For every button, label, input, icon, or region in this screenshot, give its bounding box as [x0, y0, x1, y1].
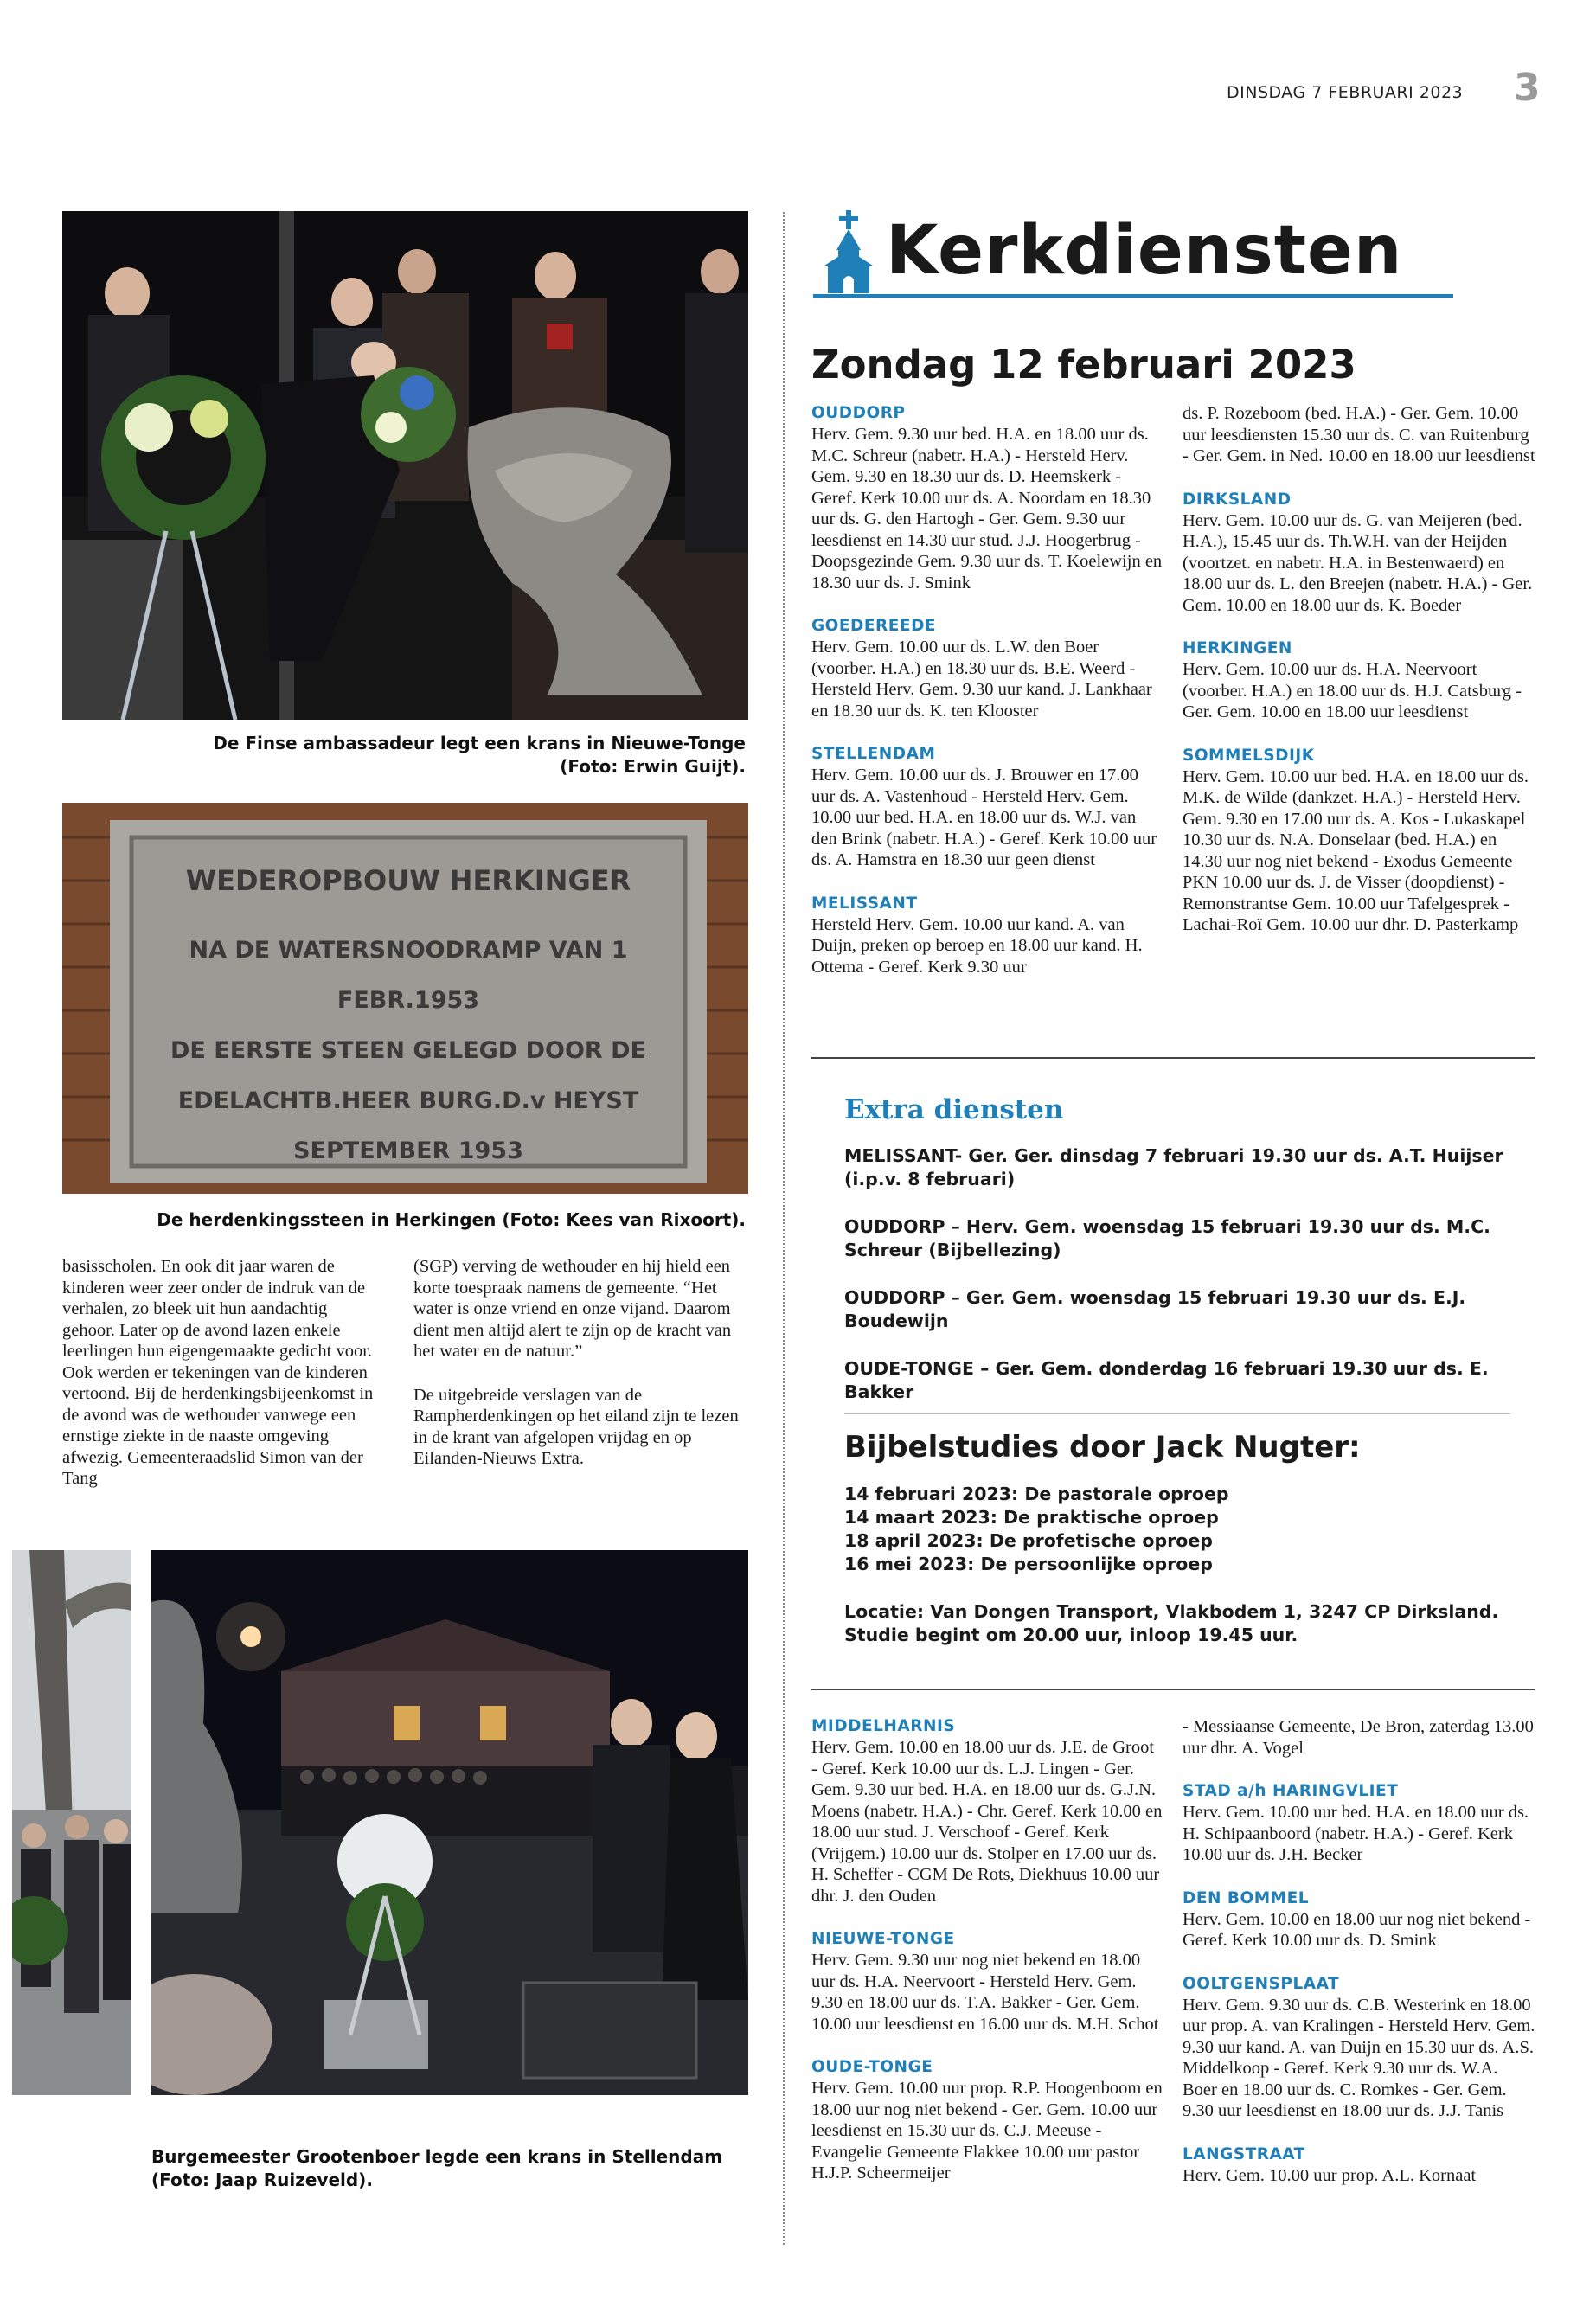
photo1-caption: De Finse ambassadeur legt een krans in Nieuwe-Tonge (Foto: Erwin Guijt). — [213, 733, 746, 777]
service-entry-continued: - Messiaanse Gemeente, De Bron, zaterdag 13.00 uur dhr. A. Vogel — [1183, 1717, 1534, 1758]
extra-item: MELISSANT- Ger. Ger. dinsdag 7 februari 19.30 uur ds. A.T. Huijser (i.p.v. 8 februari) — [844, 1145, 1503, 1189]
plaque-text — [131, 855, 685, 1176]
service-text: Herv. Gem. 10.00 uur ds. H.A. Neervoort (voorber. H.A.) en 18.00 uur ds. H.J. Catsburg - Ger. Gem. 10.00 en 18.00 uur leesdienst — [1183, 660, 1522, 721]
service-entry-ouddorp — [811, 403, 1164, 593]
bijbelstudies-location: Locatie: Van Dongen Transport, Vlakbodem 1, 3247 CP Dirksland. Studie begint om 20.00 uur, inloop 19.45 uur. — [844, 1601, 1499, 1645]
column-divider — [783, 212, 785, 2245]
service-text: Herv. Gem. 10.00 uur prop. A.L. Kornaat — [1183, 2165, 1477, 2185]
extra-diensten-title: Extra diensten — [844, 1094, 1064, 1125]
page-number: 3 — [1514, 66, 1541, 110]
service-text: Herv. Gem. 10.00 en 18.00 uur ds. J.E. de Groot - Geref. Kerk 10.00 uur ds. L.J. Lingen - Ger. Gem. 9.30 uur bed. H.A. en 18.00 uur ds. G.J.N. Moens (nabetr. H.A.) - Chr. Geref. Kerk 10.00 en 18.00 uur stud. J. Verschoof - Geref. Kerk (Vrijgem.) 10.00 uur ds. Stolper en 17.00 uur ds. H. Scheffer - CGM De Rots, Diekhuus 10.00 uur dhr. J. den Ouden — [811, 1738, 1163, 1906]
study-date: 14 februari 2023: De pastorale oproep — [844, 1484, 1229, 1504]
plaque-line-3: DE EERSTE STEEN GELEGD DOOR DE — [170, 1037, 646, 1064]
town-heading: DIRKSLAND — [1183, 490, 1292, 509]
extra-item: OUDE-TONGE – Ger. Gem. donderdag 16 februari 19.30 uur ds. E. Bakker — [844, 1358, 1489, 1402]
study-date: 14 maart 2023: De praktische oproep — [844, 1507, 1219, 1528]
header-date: DINSDAG 7 FEBRUARI 2023 — [1227, 83, 1464, 102]
photo2-caption: De herdenkingssteen in Herkingen (Foto: Kees van Rixoort). — [157, 1209, 746, 1230]
town-heading: DEN BOMMEL — [1183, 1888, 1309, 1907]
article-col2-p2: De uitgebreide verslagen van de Rampherdenkingen op het eiland zijn te lezen in de krant van afgelopen vrijdag en op Eilanden-Nieuws Extra. — [413, 1385, 739, 1468]
service-entry-nieuwe-tonge — [811, 1929, 1164, 2035]
kerk-lower-right — [1183, 1716, 1535, 2208]
service-text: Herv. Gem. 9.30 uur bed. H.A. en 18.00 uur ds. M.C. Schreur (nabetr. H.A.) - Hersteld Herv. Gem. 9.30 en 18.30 uur ds. D. Heemskerk - Geref. Kerk 10.00 uur ds. A. Noordam en 18.30 uur ds. G. den Hartogh - Ger. Gem. 9.30 uur leesdienst en 14.30 uur stud. J.J. Hoogerbrug - Doopsgezinde Gem. 9.30 uur ds. T. Koelewijn en 18.30 uur ds. J. Smink — [811, 425, 1163, 593]
extra-item: OUDDORP – Ger. Gem. woensdag 15 februari 19.30 uur ds. E.J. Boudewijn — [844, 1287, 1466, 1331]
date-heading: Zondag 12 februari 2023 — [811, 342, 1356, 388]
photo3-caption: Burgemeester Grootenboer legde een krans in Stellendam (Foto: Jaap Ruizeveld). — [151, 2146, 723, 2190]
article-col-1 — [62, 1256, 384, 1512]
extra-item: OUDDORP – Herv. Gem. woensdag 15 februari 19.30 uur ds. M.C. Schreur (Bijbellezing) — [844, 1216, 1490, 1260]
plaque-line-1: WEDEROPBOUW HERKINGER — [185, 864, 631, 897]
kerk-col-right — [1183, 403, 1535, 958]
divider-line — [811, 1057, 1535, 1059]
service-entry-den-bommel — [1183, 1888, 1535, 1952]
article-col1-text: basisscholen. En ook dit jaar waren de kinderen weer zeer onder de indruk van de verhalen, zo bleek uit hun aandachtig gehoor. Later op de avond lazen enkele leerlingen hun eigengemaakte gedicht voor. Ook werden er tekeningen van de kinderen vertoond. Bij de herdenkingsbijeenkomst in de avond was de wethouder vanwege een ernstige ziekte in de naaste omgeving afwezig. Gemeenteraadslid Simon van der Tang — [62, 1257, 374, 1488]
town-heading: MELISSANT — [811, 894, 918, 913]
photo-crowd-strip — [12, 1550, 131, 2095]
town-heading: OUDE-TONGE — [811, 2058, 933, 2076]
kerk-lower-left — [811, 1716, 1164, 2207]
town-heading: OOLTGENSPLAAT — [1183, 1974, 1340, 1993]
service-text: Herv. Gem. 10.00 uur bed. H.A. en 18.00 uur ds. M.K. de Wilde (dankzet. H.A.) - Hersteld Herv. Gem. 9.30 en 17.00 uur ds. A. Kos - Lukaskapel 10.30 uur ds. N.A. Donselaar (bed. H.A.) en 14.30 uur nog niet bekend - Exodus Gemeente PKN 10.00 uur ds. J. de Visser (doopdienst) - Remonstrantse Gem. 10.00 uur Tafelgesprek - Lachai-Roï Gem. 10.00 uur dhr. D. Pasterkamp — [1183, 766, 1529, 934]
bijbelstudies-title: Bijbelstudies door Jack Nugter: — [844, 1430, 1361, 1465]
study-date: 16 mei 2023: De persoonlijke oproep — [844, 1554, 1213, 1574]
service-text: Hersteld Herv. Gem. 10.00 uur kand. A. van Duijn, preken op beroep en 18.00 uur kand. H. Ottema - Geref. Kerk 9.30 uur — [811, 914, 1143, 977]
service-entry-ooltgensplaat — [1183, 1974, 1535, 2122]
town-heading: MIDDELHARNIS — [811, 1717, 956, 1735]
town-heading: GOEDEREEDE — [811, 617, 937, 635]
service-entry-stad-haringvliet — [1183, 1781, 1535, 1866]
bijbelstudies-dates — [844, 1483, 1510, 1576]
service-text: Herv. Gem. 9.30 uur nog niet bekend en 18.00 uur ds. H.A. Neervoort - Hersteld Herv. Gem. 9.30 en 18.00 uur ds. T.A. Bakker - Ger. Gem. 10.00 uur leesdienst en 16.00 uur ds. M.H. Schot — [811, 1951, 1159, 2034]
town-heading: HERKINGEN — [1183, 639, 1292, 657]
service-text: Herv. Gem. 10.00 uur ds. L.W. den Boer (voorber. H.A.) en 18.30 uur ds. B.E. Weerd - Hersteld Herv. Gem. 9.30 uur kand. J. Lankhaar en 18.30 uur ds. K. ten Klooster — [811, 638, 1152, 721]
service-entry-middelharnis — [811, 1716, 1164, 1907]
service-entry-sommelsdijk — [1183, 746, 1535, 936]
service-entry-stellendam — [811, 744, 1164, 871]
service-entry-melissant — [811, 894, 1164, 978]
town-heading: SOMMELSDIJK — [1183, 746, 1315, 765]
service-text: Herv. Gem. 10.00 uur ds. G. van Meijeren (bed. H.A.), 15.45 uur ds. Th.W.H. van der Heijden (voortzet. en nabetr. H.A. in Bestenwaerd) en 18.00 uur ds. L. den Breejen (nabetr. H.A.) - Ger. Gem. 10.00 en 18.00 uur ds. K. Boeder — [1183, 510, 1533, 615]
town-heading: NIEUWE-TONGE — [811, 1930, 955, 1948]
service-text: Herv. Gem. 10.00 uur ds. J. Brouwer en 17.00 uur ds. A. Vastenhoud - Hersteld Herv. Gem. 10.00 uur bed. H.A. en 18.00 uur ds. W.J. van den Brink (nabetr. H.A.) - Geref. Kerk 10.00 uur ds. A. Hamstra en 18.30 uur geen dienst — [811, 766, 1157, 869]
town-heading: STAD a/h HARINGVLIET — [1183, 1782, 1399, 1800]
town-heading: LANGSTRAAT — [1183, 2144, 1305, 2163]
town-heading: STELLENDAM — [811, 745, 936, 763]
service-entry-goedereede — [811, 616, 1164, 721]
article-col2-p1: (SGP) verving de wethouder en hij hield een korte toespraak namens de gemeente. “Het water is onze vriend en onze vijand. Daarom dient men altijd alert te zijn op de kracht van het water en de natuur.” — [413, 1257, 732, 1361]
service-text: Herv. Gem. 10.00 uur bed. H.A. en 18.00 uur ds. H. Schipaanboord (nabetr. H.A.) - Geref. Kerk 10.00 uur ds. J.H. Becker — [1183, 1803, 1529, 1864]
photo-wreath-nieuwe-tonge — [62, 211, 748, 720]
plaque-line-5: SEPTEMBER 1953 — [293, 1138, 523, 1164]
extra-diensten-list — [844, 1144, 1510, 1428]
kerkdiensten-title: Kerkdiensten — [886, 212, 1403, 290]
title-underline — [813, 294, 1453, 298]
service-entry-continued: ds. P. Rozeboom (bed. H.A.) - Ger. Gem. 10.00 uur leesdiensten 15.30 uur ds. C. van Ruitenburg - Ger. Gem. in Ned. 10.00 en 18.00 uur leesdienst — [1183, 404, 1535, 465]
service-text: Herv. Gem. 10.00 uur prop. R.P. Hoogenboom en 18.00 uur nog niet bekend - Ger. Gem. 10.00 uur leesdienst en 15.30 uur ds. C.J. Meeuse - Evangelie Gemeente Flakkee 10.00 uur pastor H.J.P. Scheermeijer — [811, 2079, 1163, 2182]
service-entry-oude-tonge — [811, 2057, 1164, 2184]
church-icon — [824, 210, 873, 293]
photo-plaque-herkingen — [62, 803, 748, 1194]
service-entry-dirksland — [1183, 490, 1535, 617]
study-date: 18 april 2023: De profetische oproep — [844, 1530, 1213, 1551]
plaque-line-2: NA DE WATERSNOODRAMP VAN 1 FEBR.1953 — [189, 937, 628, 1014]
service-text: Herv. Gem. 9.30 uur ds. C.B. Westerink en 18.00 uur prop. A. van Kralingen - Hersteld Herv. Gem. 9.30 uur kand. A. van Duijn en 15.30 uur ds. A.S. Middelkoop - Geref. Kerk 9.30 uur ds. W.A. Boer en 18.00 uur ds. C. Romkes - Ger. Gem. 9.30 uur leesdienst en 18.00 uur ds. J.J. Tanis — [1183, 1995, 1535, 2120]
service-entry-herkingen — [1183, 638, 1535, 723]
photo-wreath-stellendam — [151, 1550, 748, 2095]
service-text: Herv. Gem. 10.00 en 18.00 uur nog niet bekend - Geref. Kerk 10.00 uur ds. D. Smink — [1183, 1909, 1531, 1950]
kerk-col-left — [811, 403, 1164, 1000]
divider-thin — [844, 1413, 1510, 1414]
article-col-2 — [413, 1256, 747, 1492]
divider-line — [811, 1689, 1535, 1690]
plaque-line-4: EDELACHTB.HEER BURG.D.v HEYST — [177, 1087, 639, 1114]
town-heading: OUDDORP — [811, 404, 906, 422]
service-entry-langstraat — [1183, 2144, 1535, 2187]
